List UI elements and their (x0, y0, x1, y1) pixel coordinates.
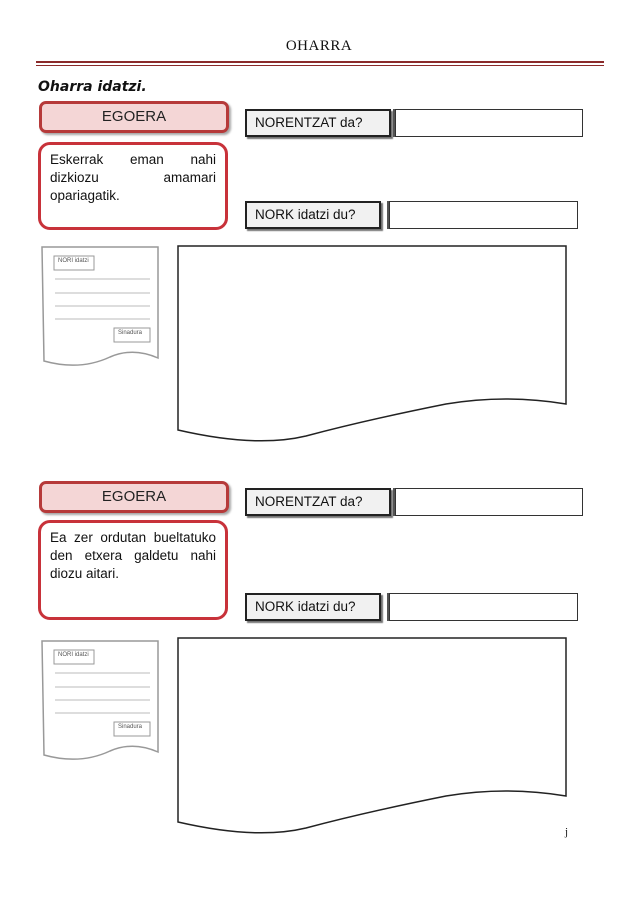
example-note-image (38, 243, 163, 373)
page-number: j (564, 826, 568, 838)
example-nori-label: NORI idatzi (58, 652, 89, 658)
writing-area[interactable] (176, 636, 568, 836)
example-signature-label: Sinadura (118, 724, 143, 730)
example-note-image (38, 637, 163, 767)
header-rule-thin (36, 65, 604, 66)
nork-label: NORK idatzi du? (245, 201, 381, 229)
norentzat-label: NORENTZAT da? (245, 109, 391, 137)
example-nori-label: NORI idatzi (58, 258, 89, 264)
writing-area[interactable] (176, 244, 568, 444)
instruction-text: Oharra idatzi. (38, 79, 147, 95)
page-header-title: OHARRA (285, 38, 353, 54)
situation-text: Eskerrak eman nahi dizkiozu amamari opariagatik. (38, 142, 228, 230)
norentzat-answer-field[interactable] (395, 488, 583, 516)
norentzat-answer-field[interactable] (395, 109, 583, 137)
header-rule (36, 61, 604, 63)
situation-text: Ea zer ordutan bueltatuko den etxera galdetu nahi diozu aitari. (38, 520, 228, 620)
nork-answer-field[interactable] (389, 201, 578, 229)
egoera-label: EGOERA (39, 481, 229, 513)
nork-label: NORK idatzi du? (245, 593, 381, 621)
nork-answer-field[interactable] (389, 593, 578, 621)
norentzat-label: NORENTZAT da? (245, 488, 391, 516)
example-signature-label: Sinadura (118, 330, 143, 336)
egoera-label: EGOERA (39, 101, 229, 133)
